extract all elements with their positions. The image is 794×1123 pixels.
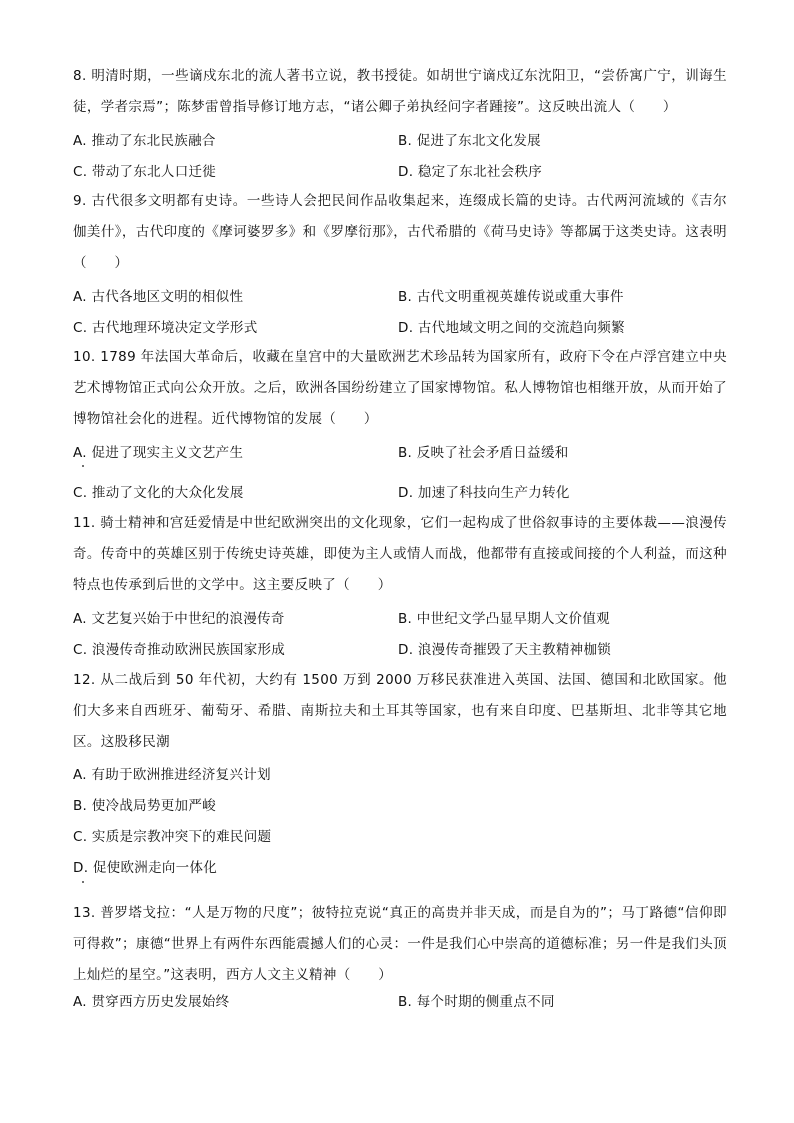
question-13-stem: 13. 普罗塔戈拉：“人是万物的尺度”；彼特拉克说“真正的高贵并非天成，而是自为的”；马丁路德“信仰即可得救”；康德“世界上有两件东西能震撼人们的心灵：一件是我们心中崇高的道德标准；另一件是我们头顶上灿烂的星空。”这表明，西方人文主义精神（ ） <box>73 905 727 983</box>
question-12-stem: 12. 从二战后到 50 年代初，大约有 1500 万到 2000 万移民获准进入英国、法国、德国和北欧国家。他们大多来自西班牙、葡萄牙、希腊、南斯拉夫和土耳其等国家，也有来自印度、巴基斯坦、北非等其它地区。这股移民潮 <box>73 672 727 750</box>
question-12-option-d: D. 促使欧洲走向一体化 <box>73 860 218 876</box>
question-8-option-c: C. 带动了东北人口迁徙 <box>73 164 217 180</box>
question-10-option-c: C. 推动了文化的大众化发展 <box>73 485 244 501</box>
question-12-option-a: A. 有助于欧洲推进经济复兴计划 <box>73 767 271 783</box>
question-13-option-b: B. 每个时期的侧重点不同 <box>398 994 555 1010</box>
question-10-stem: 10. 1789 年法国大革命后，收藏在皇宫中的大量欧洲艺术珍品转为国家所有，政府下令在卢浮宫建立中央艺术博物馆正式向公众开放。之后，欧洲各国纷纷建立了国家博物馆。私人博物馆也相继开放，从而开始了博物馆社会化的进程。近代博物馆的发展（ ） <box>73 349 727 427</box>
question-8-option-d: D. 稳定了东北社会秩序 <box>398 164 543 180</box>
question-11-option-b: B. 中世纪文学凸显早期人文价值观 <box>398 611 610 627</box>
question-10-option-d: D. 加速了科技向生产力转化 <box>398 485 570 501</box>
question-13-option-a: A. 贯穿西方历史发展始终 <box>73 994 230 1010</box>
question-8-stem: 8. 明清时期，一些谪戍东北的流人著书立说，教书授徒。如胡世宁谪戍辽东沈阳卫，“尝侨寓广宁，训诲生徒，学者宗焉”；陈梦雷曾指导修订地方志，“诸公卿子弟执经问字者踵接”。这反映出流人（ ） <box>73 68 727 115</box>
question-12-option-c: C. 实质是宗教冲突下的难民问题 <box>73 829 272 845</box>
question-11-option-d: D. 浪漫传奇摧毁了天主教精神枷锁 <box>398 642 612 658</box>
question-9-option-a: A. 古代各地区文明的相似性 <box>73 289 244 305</box>
stray-dot <box>82 881 84 883</box>
question-11-option-a: A. 文艺复兴始于中世纪的浪漫传奇 <box>73 611 285 627</box>
stray-dot <box>82 465 84 467</box>
question-10-option-a: A. 促进了现实主义文艺产生 <box>73 445 244 461</box>
question-9-stem: 9. 古代很多文明都有史诗。一些诗人会把民间作品收集起来，连缀成长篇的史诗。古代两河流域的《吉尔伽美什》，古代印度的《摩诃婆罗多》和《罗摩衍那》，古代希腊的《荷马史诗》等都属于这类史诗。这表明（ ） <box>73 193 727 271</box>
question-9-option-b: B. 古代文明重视英雄传说或重大事件 <box>398 289 624 305</box>
question-8-option-b: B. 促进了东北文化发展 <box>398 133 541 149</box>
question-11-stem: 11. 骑士精神和宫廷爱情是中世纪欧洲突出的文化现象，它们一起构成了世俗叙事诗的主要体裁——浪漫传奇。传奇中的英雄区别于传统史诗英雄，即使为主人或情人而战，他都带有直接或间接的个人利益，而这种特点也传承到后世的文学中。这主要反映了（ ） <box>73 515 727 593</box>
question-9-option-c: C. 古代地理环境决定文学形式 <box>73 320 258 336</box>
question-8-option-a: A. 推动了东北民族融合 <box>73 133 216 149</box>
question-10-option-b: B. 反映了社会矛盾日益缓和 <box>398 445 569 461</box>
question-9-option-d: D. 古代地域文明之间的交流趋向频繁 <box>398 320 625 336</box>
question-11-option-c: C. 浪漫传奇推动欧洲民族国家形成 <box>73 642 286 658</box>
question-12-option-b: B. 使冷战局势更加严峻 <box>73 798 216 814</box>
